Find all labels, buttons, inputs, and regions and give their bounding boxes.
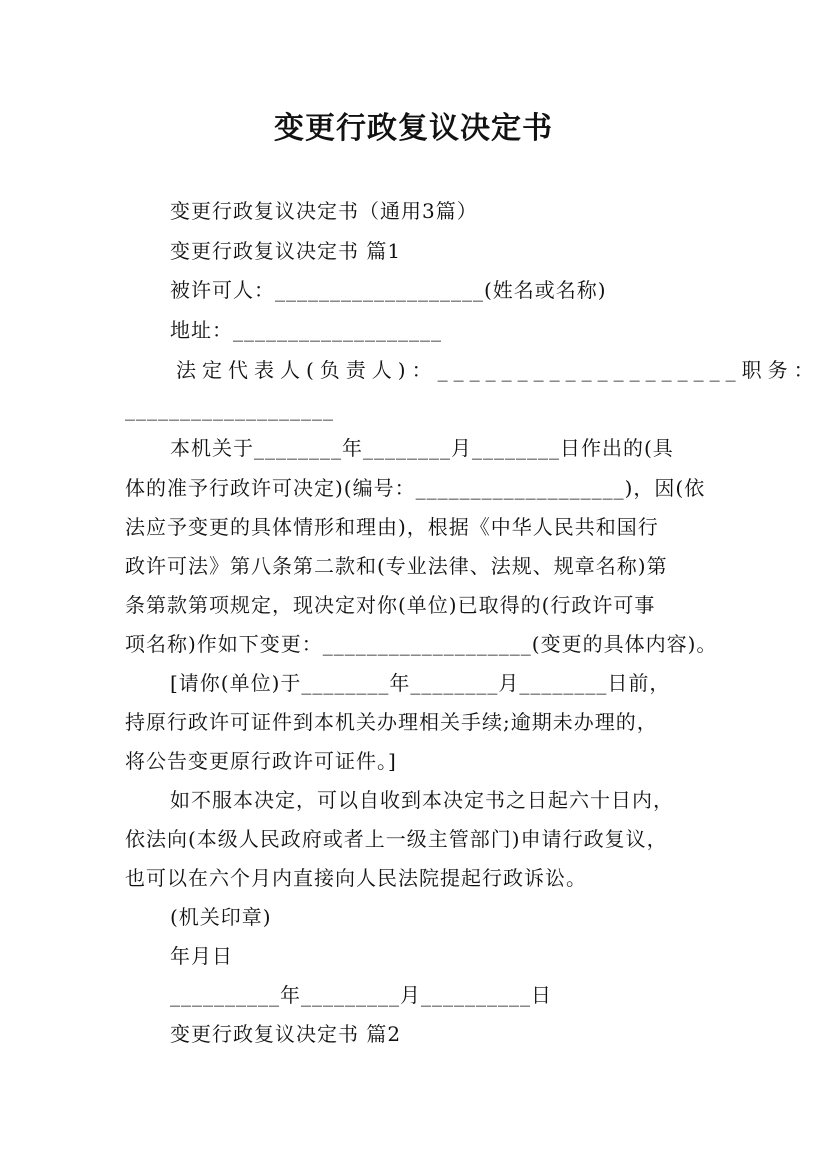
date-label-line: 年月日 bbox=[170, 944, 233, 968]
appeal-line-3: 也可以在六个月内直接向人民法院提起行政诉讼。 bbox=[125, 866, 587, 890]
body-paragraph-line-5: 条第款第项规定，现决定对你(单位)已取得的(行政许可事 bbox=[125, 593, 656, 617]
licensee-line: 被许可人：___________________(姓名或名称) bbox=[170, 278, 607, 302]
position-blank-line: ___________________ bbox=[125, 397, 334, 421]
legal-representative-line: 法定代表人(负责人)：___________________职务： bbox=[176, 358, 820, 382]
procedure-line-2: 持原行政许可证件到本机关办理相关手续;逾期未办理的， bbox=[125, 710, 658, 734]
body-paragraph-line-1: 本机关于________年________月________日作出的(具 bbox=[170, 436, 674, 460]
procedure-line-3: 将公告变更原行政许可证件。] bbox=[125, 749, 397, 773]
document-title: 变更行政复议决定书 bbox=[274, 111, 553, 146]
appeal-line-1: 如不服本决定，可以自收到本决定书之日起六十日内， bbox=[170, 788, 674, 812]
subtitle-line: 变更行政复议决定书（通用3篇） bbox=[170, 199, 478, 223]
seal-line: (机关印章) bbox=[170, 905, 272, 929]
body-paragraph-line-3: 法应予变更的具体情形和理由)，根据《中华人民共和国行 bbox=[125, 515, 659, 539]
appeal-line-2: 依法向(本级人民政府或者上一级主管部门)申请行政复议， bbox=[125, 827, 668, 851]
section-heading-2: 变更行政复议决定书 篇2 bbox=[170, 1022, 402, 1046]
body-paragraph-line-4: 政许可法》第八条第二款和(专业法律、法规、规章名称)第 bbox=[125, 554, 668, 578]
body-paragraph-line-2: 体的准予行政许可决定)(编号：___________________)，因(依 bbox=[125, 476, 706, 500]
date-blank-line: __________年_________月__________日 bbox=[170, 983, 552, 1007]
body-paragraph-line-6: 项名称)作如下变更：___________________(变更的具体内容)。 bbox=[125, 632, 718, 656]
procedure-line-1: [请你(单位)于________年________月________日前， bbox=[170, 671, 671, 695]
section-heading-1: 变更行政复议决定书 篇1 bbox=[170, 239, 402, 263]
address-line: 地址：___________________ bbox=[170, 318, 442, 342]
